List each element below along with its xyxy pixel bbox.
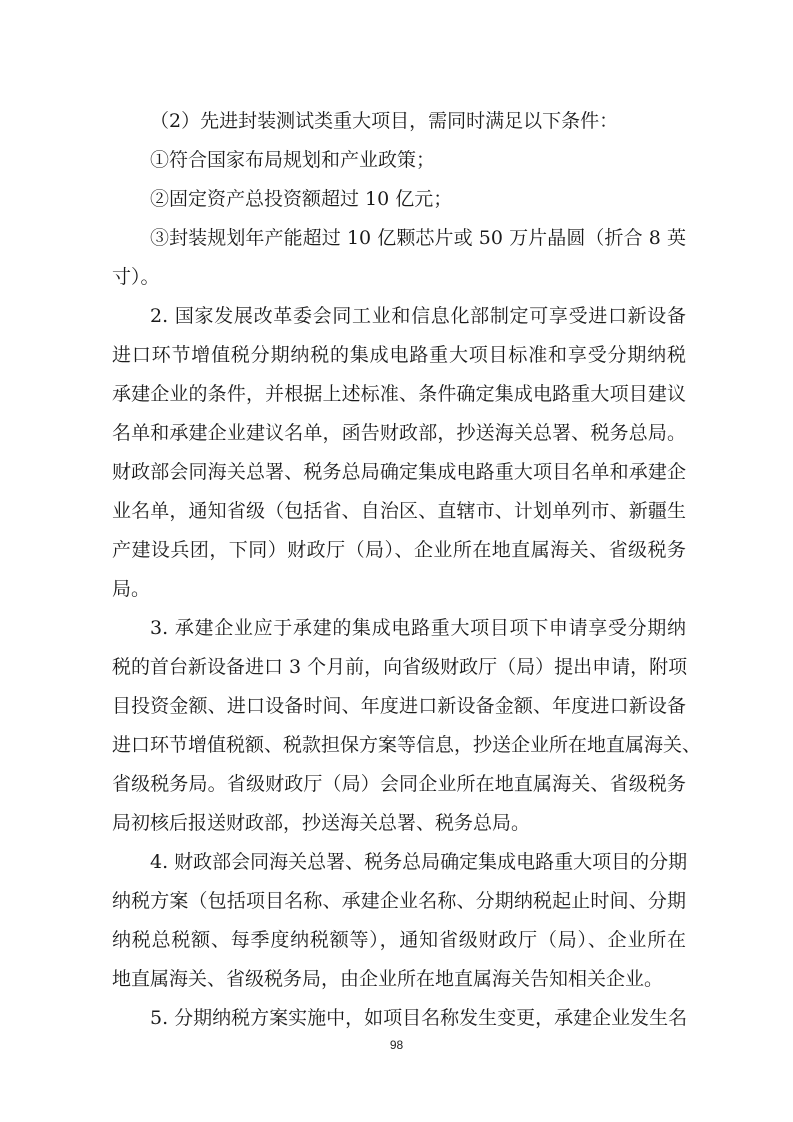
text-line: 3. 承建企业应于承建的集成电路重大项目项下申请享受分期纳 bbox=[150, 617, 686, 639]
text-line: 寸）。 bbox=[112, 266, 160, 288]
text-line: 税的首台新设备进口 3 个月前，向省级财政厅（局）提出申请，附项 bbox=[112, 656, 688, 678]
text-line: 局。 bbox=[112, 578, 151, 600]
text-line: 省级税务局。省级财政厅（局）会同企业所在地直属海关、省级税务 bbox=[112, 773, 686, 795]
text-line: 名单和承建企业建议名单，函告财政部，抄送海关总署、税务总局。 bbox=[112, 422, 686, 444]
text-line: 纳税总税额、每季度纳税额等），通知省级财政厅（局）、企业所在 bbox=[112, 929, 686, 951]
text-line: ②固定资产总投资额超过 10 亿元； bbox=[150, 188, 453, 210]
text-line: 局初核后报送财政部，抄送海关总署、税务总局。 bbox=[112, 812, 531, 834]
page-number: 98 bbox=[389, 1038, 404, 1052]
text-line: 财政部会同海关总署、税务总局确定集成电路重大项目名单和承建企 bbox=[112, 461, 686, 483]
text-line: 业名单，通知省级（包括省、自治区、直辖市、计划单列市、新疆生 bbox=[112, 500, 686, 522]
text-line: 进口环节增值税额、税款担保方案等信息，抄送企业所在地直属海关、 bbox=[112, 734, 702, 756]
text-line: 5. 分期纳税方案实施中，如项目名称发生变更，承建企业发生名 bbox=[150, 1007, 688, 1029]
text-line: 2. 国家发展改革委会同工业和信息化部制定可享受进口新设备 bbox=[150, 305, 686, 327]
text-line: 4. 财政部会同海关总署、税务总局确定集成电路重大项目的分期 bbox=[150, 851, 688, 873]
text-line: 进口环节增值税分期纳税的集成电路重大项目标准和享受分期纳税 bbox=[112, 344, 686, 366]
text-line: 纳税方案（包括项目名称、承建企业名称、分期纳税起止时间、分期 bbox=[112, 890, 686, 912]
text-line: （2）先进封装测试类重大项目，需同时满足以下条件： bbox=[150, 110, 619, 132]
text-line: 地直属海关、省级税务局，由企业所在地直属海关告知相关企业。 bbox=[112, 968, 664, 990]
text-line: 承建企业的条件，并根据上述标准、条件确定集成电路重大项目建议 bbox=[112, 383, 686, 405]
text-line: ①符合国家布局规划和产业政策； bbox=[150, 149, 436, 171]
text-line: ③封装规划年产能超过 10 亿颗芯片或 50 万片晶圆（折合 8 英 bbox=[150, 227, 686, 249]
text-line: 产建设兵团，下同）财政厅（局）、企业所在地直属海关、省级税务 bbox=[112, 539, 686, 561]
text-line: 目投资金额、进口设备时间、年度进口新设备金额、年度进口新设备 bbox=[112, 695, 686, 717]
